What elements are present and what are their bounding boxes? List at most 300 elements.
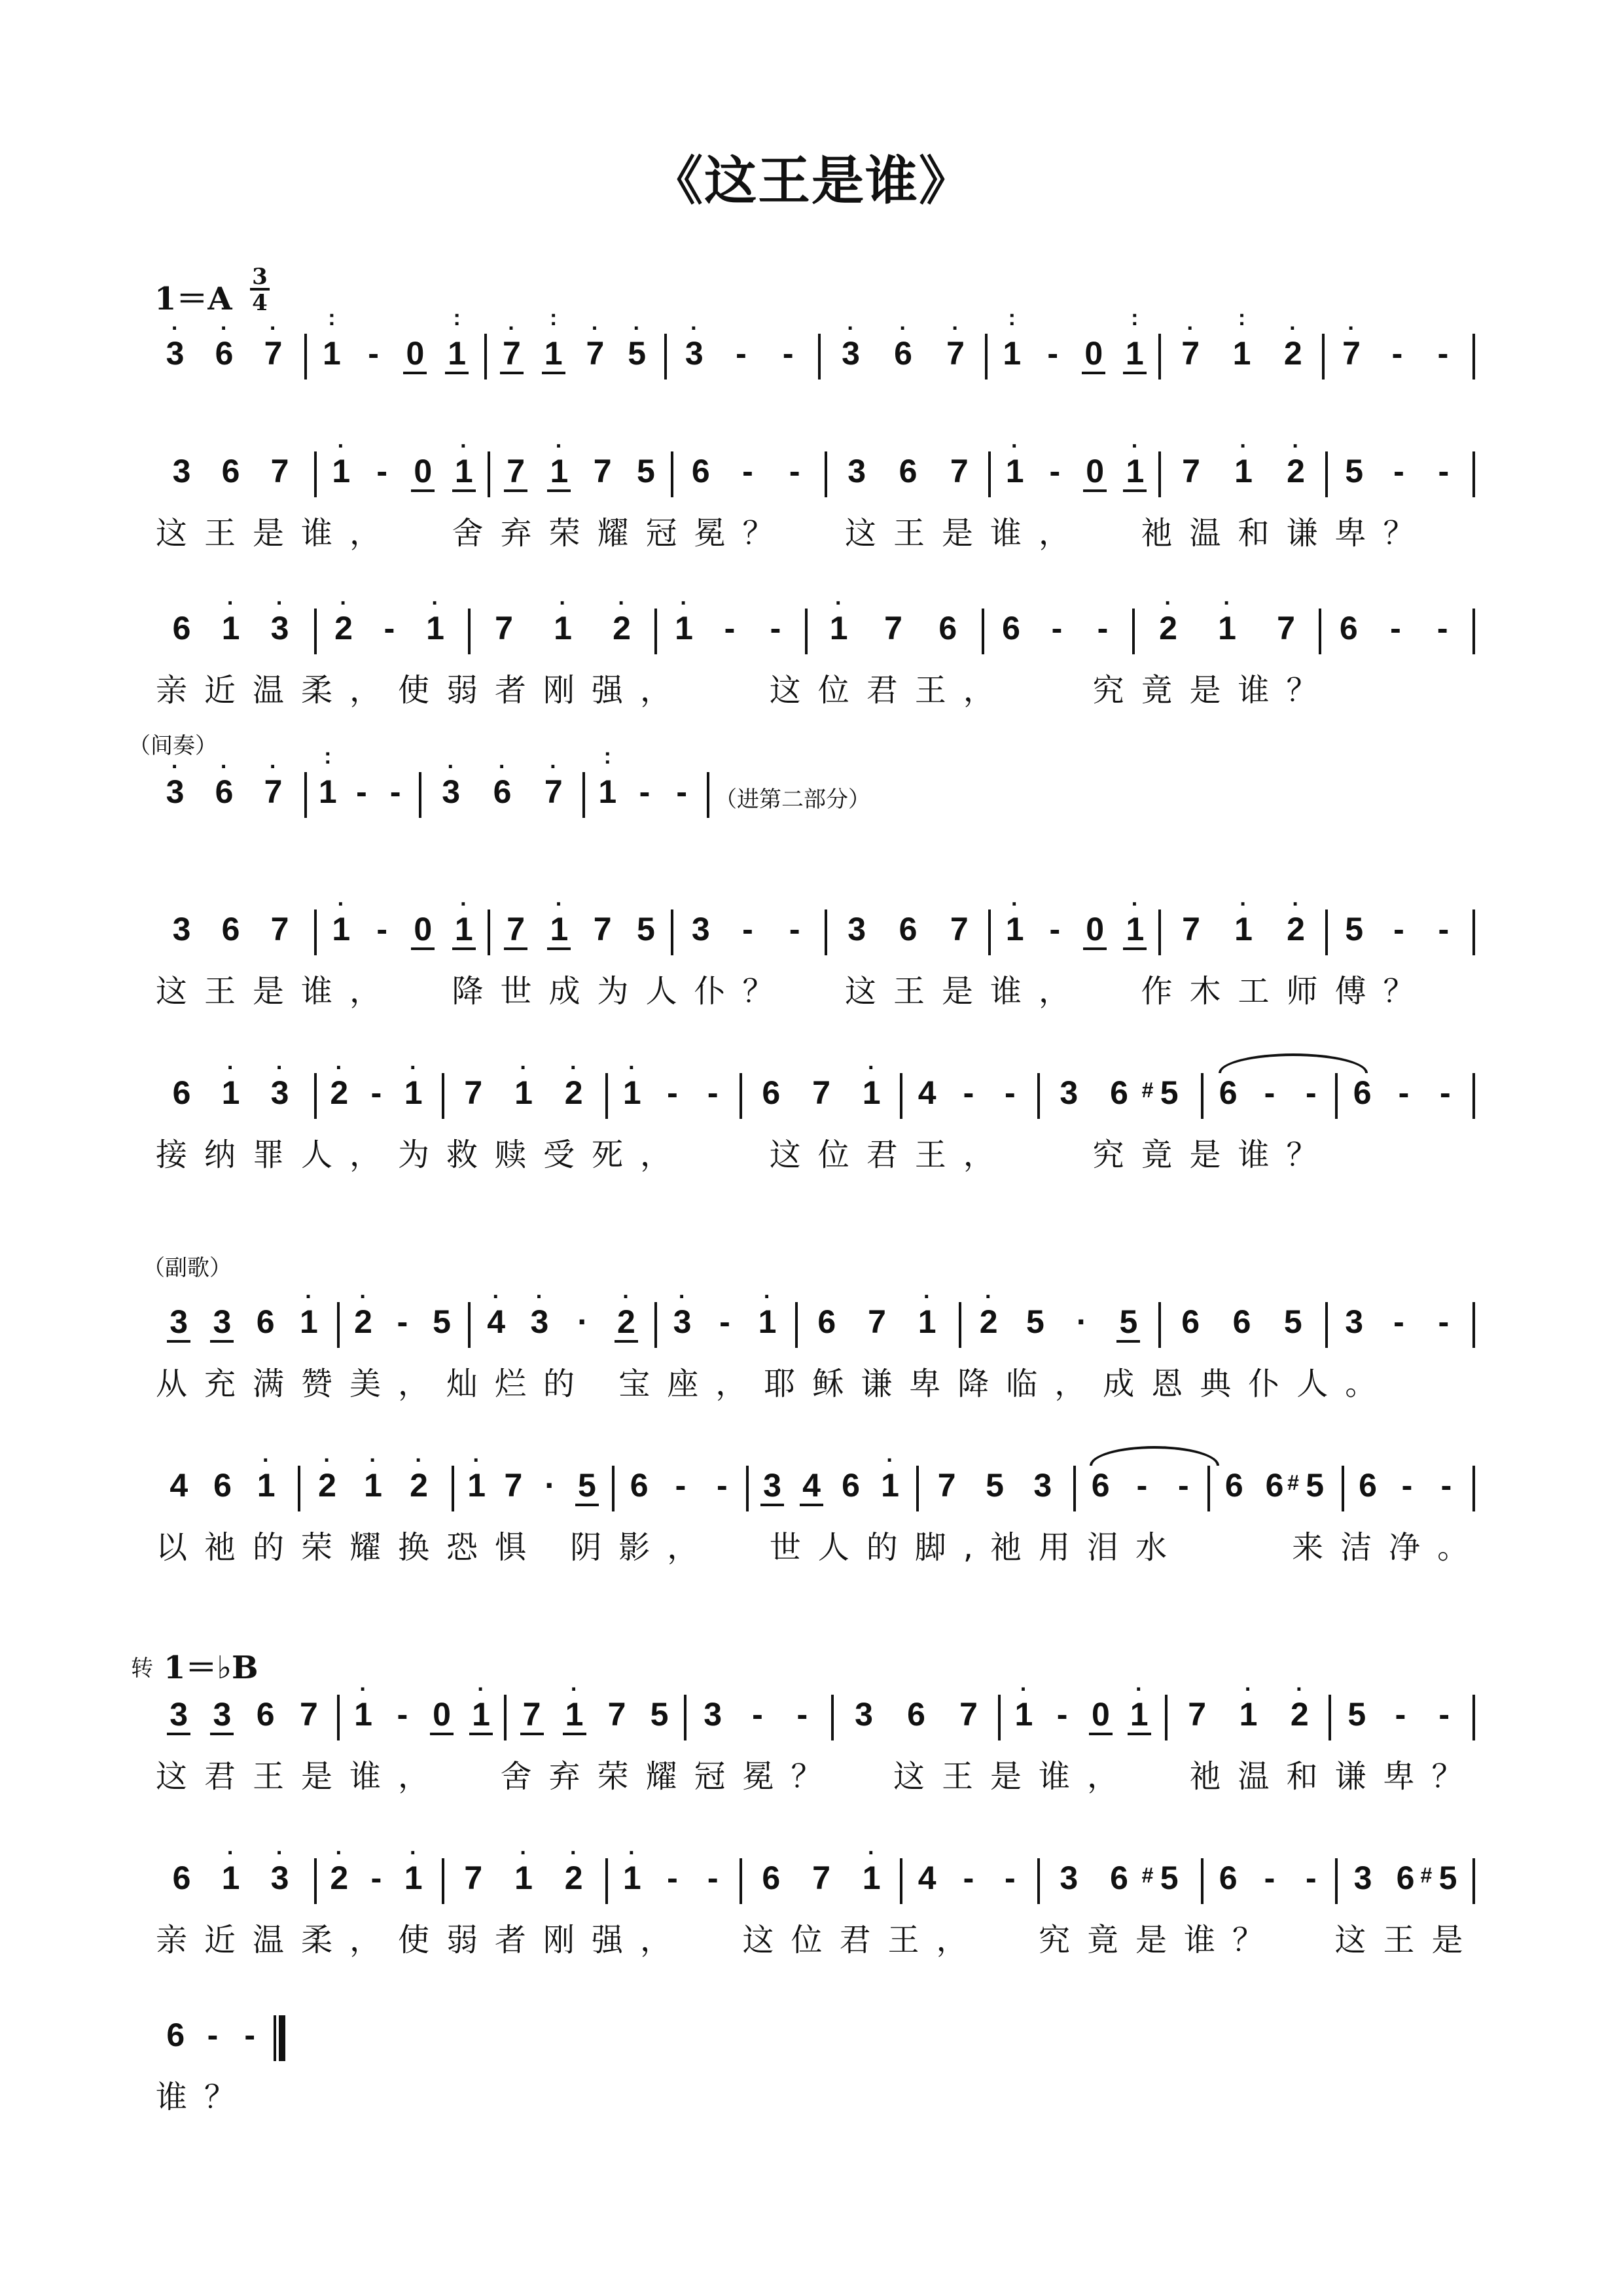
measure xyxy=(995,892,1155,962)
note: 1 · xyxy=(622,1841,641,1896)
barline xyxy=(707,772,709,818)
note: - xyxy=(724,610,736,646)
barline xyxy=(998,1695,1001,1740)
note: - xyxy=(752,1696,763,1733)
measure xyxy=(157,451,304,504)
measure xyxy=(589,744,700,824)
measure xyxy=(831,451,985,504)
barline xyxy=(1472,1858,1475,1904)
note: - xyxy=(1393,911,1404,947)
barline xyxy=(1319,609,1321,654)
note: - xyxy=(1393,453,1404,489)
barline xyxy=(1165,1695,1168,1740)
note: - xyxy=(207,2017,219,2053)
measure xyxy=(1214,1466,1335,1518)
note: 7 · xyxy=(544,754,563,810)
note: 1 : xyxy=(539,334,568,373)
note: 1 : xyxy=(1003,306,1022,372)
barline xyxy=(304,334,307,380)
lyrics-line: 从充满赞美，灿烂的 宝座，耶稣谦卑降临，成恩典仆人。 xyxy=(156,1366,1394,1402)
note: 7 xyxy=(1188,1696,1207,1733)
barline xyxy=(1132,609,1135,654)
note: 7 xyxy=(504,1467,523,1504)
note: - xyxy=(1264,1860,1275,1896)
note: 2 · xyxy=(613,591,631,646)
note: 7 · xyxy=(586,316,605,372)
interlude-label: （间奏） xyxy=(128,733,217,759)
note: - xyxy=(397,1303,408,1340)
barline xyxy=(988,910,991,955)
note: 6 xyxy=(256,1303,275,1340)
note: - xyxy=(707,1860,719,1896)
measure xyxy=(494,892,668,962)
note: 2 · xyxy=(564,1841,583,1896)
barline xyxy=(654,609,657,654)
staff-row-11 xyxy=(0,2015,1623,2115)
measure xyxy=(448,1055,599,1125)
note: 7 xyxy=(501,910,530,949)
note: 3 xyxy=(847,453,866,489)
measure xyxy=(491,306,658,386)
note: 1 · xyxy=(622,1055,641,1111)
measure xyxy=(831,910,985,962)
note: 3 · xyxy=(270,1055,289,1111)
lyrics-line: 接纳罪人，为救赎受死， 这位君王， 究竟是谁？ xyxy=(156,1137,1335,1173)
lyrics-line: 这君王是谁， 舍弃荣耀冠冕？ 这王是谁， 祂温和谦卑？ xyxy=(156,1758,1480,1795)
barline xyxy=(442,1073,444,1119)
note: 1 · xyxy=(675,591,693,646)
measure xyxy=(1171,1677,1325,1747)
note: 6 xyxy=(166,2017,185,2053)
barline xyxy=(1207,1466,1210,1511)
barline xyxy=(671,910,673,955)
note: 6 xyxy=(256,1696,275,1733)
note: 5 xyxy=(636,453,655,489)
barline xyxy=(468,609,471,654)
time-signature-bottom: 4 xyxy=(252,290,268,316)
note: 5 xyxy=(1283,1303,1302,1340)
note: 7 · xyxy=(946,316,965,372)
barline xyxy=(1342,1466,1344,1511)
note: 1 · xyxy=(560,1695,589,1734)
barline xyxy=(314,451,317,497)
measure xyxy=(1165,306,1319,386)
note: 3 xyxy=(855,1696,873,1733)
barline xyxy=(1322,334,1325,380)
note: - xyxy=(1436,610,1448,646)
note: 1 : xyxy=(442,334,471,373)
note: 0 xyxy=(1086,1695,1115,1734)
note: 7 xyxy=(464,1074,483,1111)
note: 1 : xyxy=(318,744,337,810)
note: 7 xyxy=(812,1074,830,1111)
note: 1 : xyxy=(322,306,341,372)
note: # 5 xyxy=(1141,1860,1179,1896)
barline xyxy=(582,772,585,818)
measure xyxy=(157,910,304,962)
note: 1 : xyxy=(1232,306,1251,372)
note: - xyxy=(736,335,747,372)
modulation-key: 1＝♭B xyxy=(164,1650,259,1686)
final-barline-thin xyxy=(274,2015,276,2061)
measure xyxy=(1005,1677,1158,1747)
staff-row-1 xyxy=(0,306,1623,425)
note: 2 · xyxy=(410,1448,428,1504)
barline xyxy=(605,1858,608,1904)
staff-row-3 xyxy=(0,591,1623,709)
barline xyxy=(988,451,991,497)
barline xyxy=(740,1073,742,1119)
measure xyxy=(304,1448,442,1518)
note: - xyxy=(376,453,388,489)
note: 1 : xyxy=(598,744,617,810)
note: 6 xyxy=(762,1074,781,1111)
note: 0 xyxy=(401,334,429,373)
note: 6 · xyxy=(894,316,912,372)
note: - xyxy=(370,1074,382,1111)
measure xyxy=(661,591,798,661)
barline xyxy=(1158,451,1161,497)
barline xyxy=(684,1695,687,1740)
note: 0 xyxy=(1079,334,1108,373)
measure xyxy=(1044,1858,1194,1911)
note: 7 xyxy=(950,453,969,489)
note: 1 · xyxy=(1234,892,1253,947)
barline xyxy=(1158,1302,1161,1348)
note: · xyxy=(544,1467,556,1504)
barline xyxy=(1325,451,1328,497)
note: 6 xyxy=(842,1467,860,1504)
measure xyxy=(1044,1073,1194,1125)
barline xyxy=(314,1073,317,1119)
measure xyxy=(677,451,818,504)
note: 3 · xyxy=(166,316,185,372)
note: 6 xyxy=(899,453,918,489)
note: 1 · xyxy=(1014,1677,1033,1733)
note: 3 · xyxy=(270,591,289,646)
note: 5 xyxy=(1345,911,1364,947)
note: 1 · xyxy=(1218,591,1236,646)
measure xyxy=(321,1055,432,1125)
note: 6 xyxy=(1396,1860,1415,1896)
measure xyxy=(474,1284,648,1354)
measure xyxy=(746,1055,897,1125)
note: 5 xyxy=(986,1467,1004,1504)
note: 6 xyxy=(1232,1303,1251,1340)
final-barline-thick xyxy=(279,2015,285,2061)
note: - xyxy=(397,1696,408,1733)
measure xyxy=(1342,1073,1466,1125)
time-signature-top: 3 xyxy=(252,264,268,290)
barline xyxy=(314,609,317,654)
note: 6 xyxy=(1110,1860,1128,1896)
measure xyxy=(991,306,1155,386)
note: 7 xyxy=(270,453,289,489)
barline xyxy=(337,1695,340,1740)
note: 2 · xyxy=(1159,591,1177,646)
note: 0 xyxy=(408,451,437,491)
note: 1 · xyxy=(918,1284,936,1340)
measure xyxy=(1348,1466,1466,1518)
note: 5 xyxy=(1114,1302,1143,1341)
note: - xyxy=(796,1696,808,1733)
note: 7 · xyxy=(264,754,283,810)
note: 7 xyxy=(270,911,289,947)
measure xyxy=(923,1466,1067,1518)
note: 3 xyxy=(691,911,710,947)
measure xyxy=(1332,910,1466,962)
note: 4 · xyxy=(487,1284,506,1340)
note: 7 xyxy=(464,1860,483,1896)
staff-row-10 xyxy=(0,1841,1623,1958)
note: 3 xyxy=(164,1302,193,1341)
note: 7 xyxy=(812,1860,830,1896)
note: 7 xyxy=(1182,911,1200,947)
measure xyxy=(677,910,818,962)
lyrics-line: 谁？ xyxy=(156,2079,253,2115)
barline xyxy=(825,910,827,955)
staff-row-9 xyxy=(0,1677,1623,1795)
note: 1 · xyxy=(221,1055,240,1111)
lyrics-line: 以祂的荣耀换恐惧 阴影， 世人的脚,祂用泪水 来洁净。 xyxy=(156,1529,1486,1566)
measure xyxy=(448,1841,599,1911)
note: - xyxy=(1390,610,1401,646)
barline xyxy=(1325,910,1328,955)
note: - xyxy=(1393,1303,1404,1340)
note: - xyxy=(676,773,687,810)
barline xyxy=(831,1695,834,1740)
note: 6 xyxy=(1091,1467,1110,1504)
barline xyxy=(605,1073,608,1119)
barline xyxy=(1335,1858,1338,1904)
note: - xyxy=(1438,911,1450,947)
note: 3 xyxy=(704,1696,722,1733)
note: 1 · xyxy=(467,1448,486,1504)
note: 5 xyxy=(636,911,655,947)
note: 5 xyxy=(1347,1696,1366,1733)
barline xyxy=(468,1302,471,1348)
note: 5 xyxy=(1026,1303,1044,1340)
note: 7 xyxy=(299,1696,318,1733)
note: 5 · xyxy=(628,316,647,372)
lyrics-line: 这王是谁， 降世成为人仆？ 这王是谁， 作木工师傅？ xyxy=(156,973,1432,1010)
note: 2 · xyxy=(564,1055,583,1111)
note: 7 xyxy=(959,1696,978,1733)
note: 6 xyxy=(1265,1467,1284,1504)
measure xyxy=(1342,1858,1469,1911)
barline xyxy=(1037,1858,1040,1904)
barline xyxy=(982,609,984,654)
barline xyxy=(298,1466,300,1511)
barline xyxy=(1325,1302,1328,1348)
note: 2 · xyxy=(612,1302,641,1341)
barline xyxy=(795,1302,798,1348)
staff-row-5 xyxy=(0,892,1623,1010)
note: - xyxy=(1305,1860,1317,1896)
note: - xyxy=(1440,1467,1452,1504)
barline xyxy=(1472,1695,1475,1740)
barline xyxy=(1329,1695,1331,1740)
note: 5 xyxy=(573,1466,601,1505)
measure xyxy=(157,1284,330,1354)
note: - xyxy=(1136,1467,1148,1504)
measure xyxy=(321,591,458,661)
note: 7 xyxy=(1182,453,1200,489)
note: 3 · xyxy=(673,1284,692,1340)
measure xyxy=(612,1841,733,1911)
measure xyxy=(151,754,298,824)
note: - xyxy=(1401,1467,1413,1504)
note: 6 xyxy=(1110,1074,1128,1111)
barline xyxy=(900,1858,902,1904)
note: - xyxy=(963,1074,974,1111)
note: 7 xyxy=(1277,610,1295,646)
measure xyxy=(618,1466,743,1518)
barline xyxy=(1472,1466,1475,1511)
note: - xyxy=(1097,610,1109,646)
measure xyxy=(746,1841,897,1911)
note: - xyxy=(1177,1467,1189,1504)
note: 3 · xyxy=(442,754,461,810)
note: · xyxy=(577,1303,588,1340)
lyrics-line: 亲近温柔，使弱者刚强， 这位君王， 究竟是谁？ xyxy=(156,672,1335,709)
note: 1 · xyxy=(257,1448,276,1504)
note: 3 xyxy=(1353,1860,1372,1896)
note: 3 xyxy=(207,1302,236,1341)
note: 1 · xyxy=(514,1055,533,1111)
note: - xyxy=(356,773,367,810)
measure xyxy=(1207,1073,1332,1125)
measure xyxy=(1080,1466,1204,1518)
measure xyxy=(1207,1858,1332,1911)
barline xyxy=(484,334,487,380)
note: - xyxy=(1051,610,1063,646)
barline xyxy=(488,451,490,497)
note: 1 · xyxy=(354,1677,372,1733)
note: 3 · xyxy=(270,1841,289,1896)
note: - xyxy=(770,610,781,646)
note: 1 · xyxy=(758,1284,777,1340)
staff-row-2 xyxy=(0,434,1623,552)
note: 2 · xyxy=(1290,1677,1309,1733)
note: 6 xyxy=(1339,610,1358,646)
note: 3 xyxy=(1033,1467,1052,1504)
note: 2 · xyxy=(1287,892,1305,947)
barline xyxy=(740,1858,742,1904)
note: 2 · xyxy=(330,1841,349,1896)
measure xyxy=(1139,591,1315,661)
measure xyxy=(157,591,304,661)
note: 0 xyxy=(1080,451,1109,491)
measure xyxy=(802,1284,952,1354)
measure xyxy=(753,1448,910,1518)
note: 6 xyxy=(1359,1467,1377,1504)
note: 3 xyxy=(1345,1303,1364,1340)
note: 7 xyxy=(950,911,969,947)
note: 2 · xyxy=(1287,434,1305,489)
note: 1 · xyxy=(544,451,573,491)
measure xyxy=(157,1695,330,1747)
measure xyxy=(494,434,668,504)
note: 1 · xyxy=(221,591,240,646)
barline xyxy=(1335,1073,1338,1119)
note: 1 · xyxy=(862,1841,881,1896)
note: 1 · xyxy=(1005,892,1024,947)
note: # 5 xyxy=(1287,1467,1325,1504)
measure xyxy=(1165,1302,1319,1354)
barline xyxy=(1472,1073,1475,1119)
note: - xyxy=(789,911,800,947)
note: # 5 xyxy=(1420,1860,1457,1896)
lyrics-line: 这王是谁， 舍弃荣耀冠冕？ 这王是谁， 祂温和谦卑？ xyxy=(156,515,1432,552)
note: - xyxy=(376,911,388,947)
note: · xyxy=(1076,1303,1088,1340)
note: 2 · xyxy=(1283,316,1302,372)
measure xyxy=(157,1055,304,1125)
note: 2 · xyxy=(318,1448,336,1504)
note: 0 xyxy=(408,910,437,949)
measure xyxy=(344,1677,501,1747)
note: 3 xyxy=(164,1695,193,1734)
measure xyxy=(988,609,1126,661)
measure xyxy=(474,591,651,661)
note: - xyxy=(789,453,800,489)
note: 3 xyxy=(847,911,866,947)
barline xyxy=(916,1466,919,1511)
measure xyxy=(1165,434,1322,504)
note: 1 · xyxy=(1125,1695,1154,1734)
note: - xyxy=(963,1860,974,1896)
note: 6 xyxy=(630,1467,649,1504)
note: 2 · xyxy=(330,1055,349,1111)
barline xyxy=(304,772,307,818)
note: - xyxy=(1047,335,1059,372)
note: 6 xyxy=(1002,610,1020,646)
note: 7 xyxy=(495,610,513,646)
note: 1 · xyxy=(544,910,573,949)
note: 3 xyxy=(758,1466,787,1505)
note: 1 · xyxy=(450,451,478,491)
enter-part-two-label: （进第二部分） xyxy=(715,786,870,813)
barline xyxy=(985,334,988,380)
measure xyxy=(151,316,298,386)
measure xyxy=(157,1448,288,1518)
measure xyxy=(1329,316,1466,386)
note: - xyxy=(1056,1696,1068,1733)
measure xyxy=(510,1677,681,1747)
note: 7 xyxy=(884,610,902,646)
barline xyxy=(654,1302,657,1348)
note: 6 xyxy=(1219,1860,1238,1896)
barline xyxy=(1158,910,1161,955)
barline xyxy=(1472,451,1475,497)
note: 3 xyxy=(1060,1860,1079,1896)
barline xyxy=(452,1466,454,1511)
barline xyxy=(314,910,317,955)
barline xyxy=(959,1302,961,1348)
barline xyxy=(664,334,667,380)
note: 6 · xyxy=(215,754,234,810)
note: 3 xyxy=(1060,1074,1079,1111)
note: 7 · xyxy=(264,316,283,372)
measure xyxy=(825,316,982,386)
measure xyxy=(321,434,484,504)
barline xyxy=(1073,1466,1076,1511)
note: 1 · xyxy=(881,1448,899,1504)
note: 1 · xyxy=(554,591,572,646)
barline xyxy=(746,1466,749,1511)
note: 3 · xyxy=(530,1284,549,1340)
